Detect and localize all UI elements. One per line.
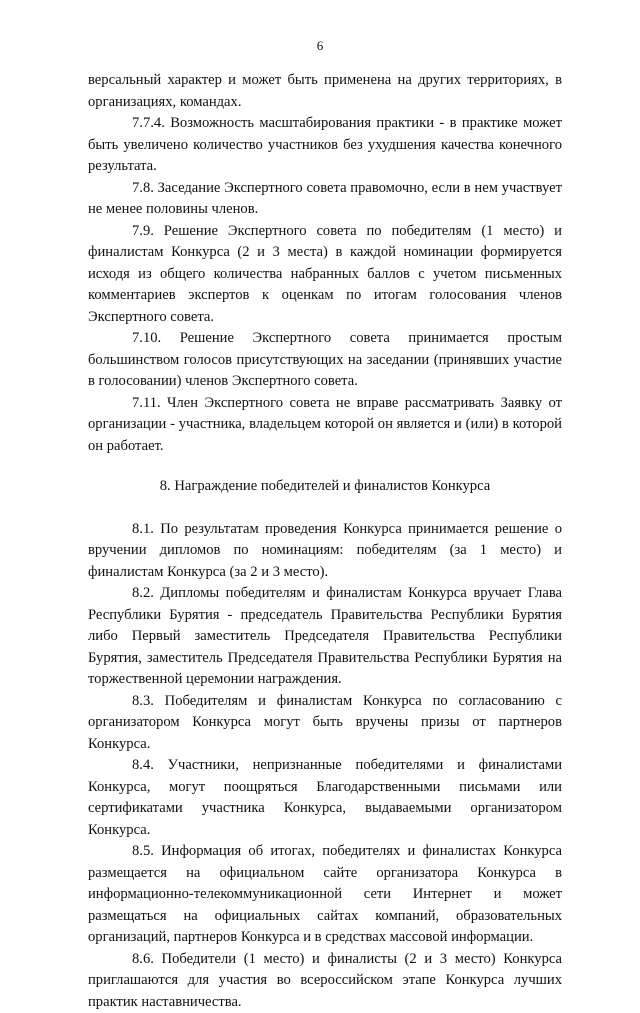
paragraph-8-3: 8.3. Победителям и финалистам Конкурса по согласованию с организатором Конкурса могут быть вручены призы от партнеров Конкурса. bbox=[88, 691, 562, 756]
document-body bbox=[88, 70, 562, 1013]
paragraph-7-10: 7.10. Решение Экспертного совета принимается простым большинством голосов присутствующих на заседании (принявших участие в голосовании) членов Экспертного совета. bbox=[88, 328, 562, 393]
paragraph-7-11: 7.11. Член Экспертного совета не вправе рассматривать Заявку от организации - участника, владельцем которой он является и (или) в которой он работает. bbox=[88, 393, 562, 458]
paragraph-7-7-4: 7.7.4. Возможность масштабирования практики - в практике может быть увеличено количество участников без ухудшения качества конечного результата. bbox=[88, 113, 562, 178]
paragraph-8-6: 8.6. Победители (1 место) и финалисты (2 и 3 место) Конкурса приглашаются для участия во всероссийском этапе Конкурса лучших практик наставничества. bbox=[88, 949, 562, 1013]
paragraph-8-5: 8.5. Информация об итогах, победителях и финалистах Конкурса размещается на официальном сайте организатора Конкурса в информационно-телекоммуникационной сети Интернет и может размещаться на официальных сайтах компаний, образовательных организаций, партнеров Конкурса и в средствах массовой информации. bbox=[88, 841, 562, 949]
paragraph-8-1: 8.1. По результатам проведения Конкурса принимается решение о вручении дипломов по номинациям: победителям (за 1 место) и финалистам Конкурса (за 2 и 3 место). bbox=[88, 519, 562, 584]
page-number: 6 bbox=[0, 38, 640, 54]
paragraph-7-8: 7.8. Заседание Экспертного совета правомочно, если в нем участвует не менее половины членов. bbox=[88, 178, 562, 221]
paragraph-continuation: версальный характер и может быть применена на других территориях, в организациях, командах. bbox=[88, 70, 562, 113]
paragraph-7-9: 7.9. Решение Экспертного совета по победителям (1 место) и финалистам Конкурса (2 и 3 места) в каждой номинации формируется исходя из общего количества набранных баллов с учетом письменных комментариев экспертов к оценкам по итогам голосования членов Экспертного совета. bbox=[88, 221, 562, 329]
paragraph-8-4: 8.4. Участники, непризнанные победителями и финалистами Конкурса, могут поощряться Благодарственными письмами или сертификатами участника Конкурса, выдаваемыми организатором Конкурса. bbox=[88, 755, 562, 841]
paragraph-8-2: 8.2. Дипломы победителям и финалистам Конкурса вручает Глава Республики Бурятия - председатель Правительства Республики Бурятия либо Первый заместитель Председателя Правительства Республики Бурятия, заместитель Председателя Правительства Республики Бурятия на торжественной церемонии награждения. bbox=[88, 583, 562, 691]
section-title: 8. Награждение победителей и финалистов Конкурса bbox=[88, 476, 562, 498]
